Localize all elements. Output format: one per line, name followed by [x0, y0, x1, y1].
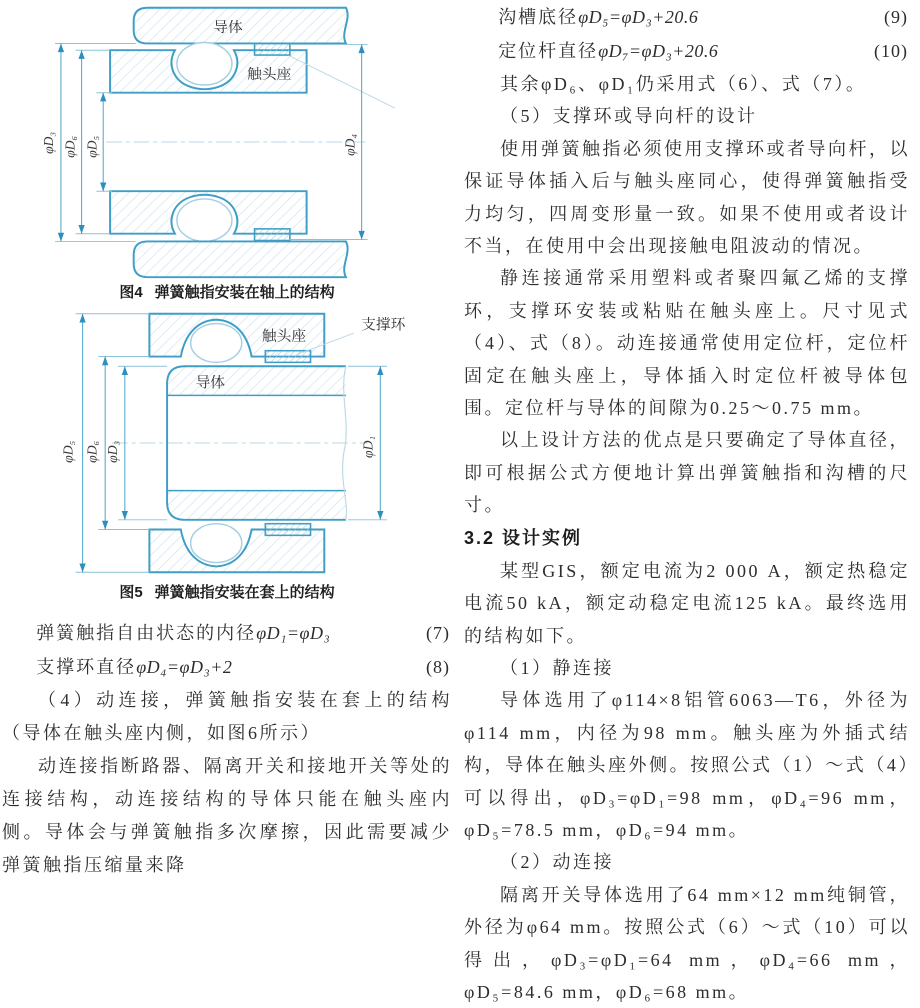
- support-ring-bottom: [255, 229, 290, 241]
- dim-label-d6: φD₆: [62, 135, 78, 158]
- equation-8-formula: φD₄=φD₃+2: [136, 657, 233, 677]
- equation-8: [2, 650, 452, 684]
- figure-4: [2, 0, 452, 306]
- conductor-bottom: [134, 241, 348, 277]
- line-item1: （1）静连接: [500, 657, 614, 678]
- support-ring-label: 支撑环: [361, 317, 406, 334]
- figure4-caption-text: 弹簧触指安装在轴上的结构: [154, 284, 335, 301]
- paragraph-support: 使用弹簧触指必须使用支撑环或者导向杆，以保证导体插入后与触头座同心，使得弹簧触指受力均匀，四周变形量一致。如果不使用或者设计不当，在使用中会出现接触电阻波动的情况。: [464, 138, 910, 257]
- dim-label-d4: φD₄: [342, 133, 358, 156]
- figure5-caption-text: 弹簧触指安装在套上的结构: [154, 584, 335, 601]
- figure4-drawing: [2, 0, 454, 282]
- conductor-label: 导体: [195, 375, 226, 392]
- equation-9-label: 沟槽底径: [498, 7, 579, 27]
- dim-label-d5: φD₅: [84, 135, 100, 158]
- dim-label-d3: φD₃: [40, 131, 57, 154]
- dim-label-d1: φD₁: [360, 435, 376, 458]
- equation-10-label: 定位杆直径: [498, 41, 599, 61]
- dim-label-d3: φD₃: [104, 440, 120, 463]
- paragraph-item4: （4）动连接，弹簧触指安装在套上的结构（导体在触头座内侧，如图6所示）: [2, 690, 452, 743]
- conductor-wall-bottom: [167, 491, 346, 520]
- figure4-caption: [2, 282, 452, 306]
- figure5-caption: [2, 582, 452, 606]
- support-ring-bottom: [265, 524, 310, 536]
- right-column: [456, 0, 910, 1002]
- paragraph-dynamic-intro: 动连接指断路器、隔离开关和接地开关等处的连接结构，动连接结构的导体只能在触头座内侧。导体会与弹簧触指多次摩擦，因此需要减少弹簧触指压缩量来降: [2, 756, 452, 875]
- equation-9: [464, 0, 910, 34]
- figure5-caption-number: 图5: [119, 584, 143, 601]
- paragraph-advantage: 以上设计方法的优点是只要确定了导体直径，即可根据公式方便地计算出弹簧触指和沟槽的尺寸。: [464, 430, 910, 516]
- equation-8-label: 支撑环直径: [36, 657, 137, 677]
- support-ring-top: [255, 43, 290, 55]
- equation-9-number: (9): [884, 7, 908, 27]
- figure-5: [2, 306, 452, 606]
- line-remainder: 其余φD₆、φD₁仍采用式（6）、式（7）。: [500, 74, 867, 94]
- equation-9-formula: φD₅=φD₃+20.6: [578, 7, 699, 27]
- paragraph-example-intro: 某型GIS，额定电流为2 000 A，额定热稳定电流50 kA，额定动稳定电流125 kA。最终选用的结构如下。: [464, 560, 910, 646]
- equation-7-number: (7): [426, 623, 450, 643]
- equation-10-formula: φD₇=φD₃+20.6: [598, 41, 719, 61]
- spring-contact-top: [177, 42, 232, 84]
- line-item5: （5）支撑环或导向杆的设计: [500, 106, 758, 127]
- equation-10-number: (10): [874, 41, 908, 61]
- paragraph-dynamic-example: 隔离开关导体选用了64 mm×12 mm纯铜管，外径为φ64 mm。按照公式（6）～式（10）可以得出，φD₃=φD₁=64 mm，φD₄=66 mm，φD₅=84.6 mm，φD₆=68 mm。: [464, 884, 910, 1002]
- dim-label-d5: φD₅: [60, 440, 76, 463]
- equation-7: [2, 616, 452, 650]
- paragraph-static-example: 导体选用了φ114×8铝管6063—T6，外径为φ114 mm，内径为98 mm。触头座为外插式结构，导体在触头座外侧。按照公式（1）～式（4）可以得出，φD₃=φD₁=98 mm，φD₄=96 mm，φD₅=78.5 mm，φD₆=94 mm。: [464, 690, 910, 840]
- conductor-label: 导体: [213, 19, 243, 36]
- spring-contact-bottom: [191, 524, 242, 563]
- spring-contact-bottom: [177, 199, 232, 241]
- section-heading-3-2: 3.2 设计实例: [464, 527, 583, 548]
- equation-7-label: 弹簧触指自由状态的内径: [36, 623, 257, 643]
- seat-label: 触头座: [247, 67, 292, 84]
- equation-8-number: (8): [426, 657, 450, 677]
- line-item2: （2）动连接: [500, 852, 614, 873]
- left-column-text: [2, 616, 452, 882]
- equation-10: [464, 34, 910, 68]
- spring-contact-top: [191, 323, 242, 362]
- seat-label: 触头座: [261, 329, 307, 345]
- figure5-drawing: [2, 306, 454, 582]
- dim-label-d6: φD₆: [84, 440, 100, 463]
- figure4-caption-number: 图4: [119, 284, 143, 301]
- left-column: [2, 0, 456, 876]
- conductor-wall-top: [167, 366, 346, 395]
- equation-7-formula: φD₁=φD₃: [256, 623, 331, 643]
- paragraph-static-ring: 静连接通常采用塑料或者聚四氟乙烯的支撑环，支撑环安装或粘贴在触头座上。尺寸见式（4）、式（8）。动连接通常使用定位杆，定位杆固定在触头座上，导体插入时定位杆被导体包围。定位杆与导体的间隙为0.25～0.75 mm。: [464, 268, 910, 419]
